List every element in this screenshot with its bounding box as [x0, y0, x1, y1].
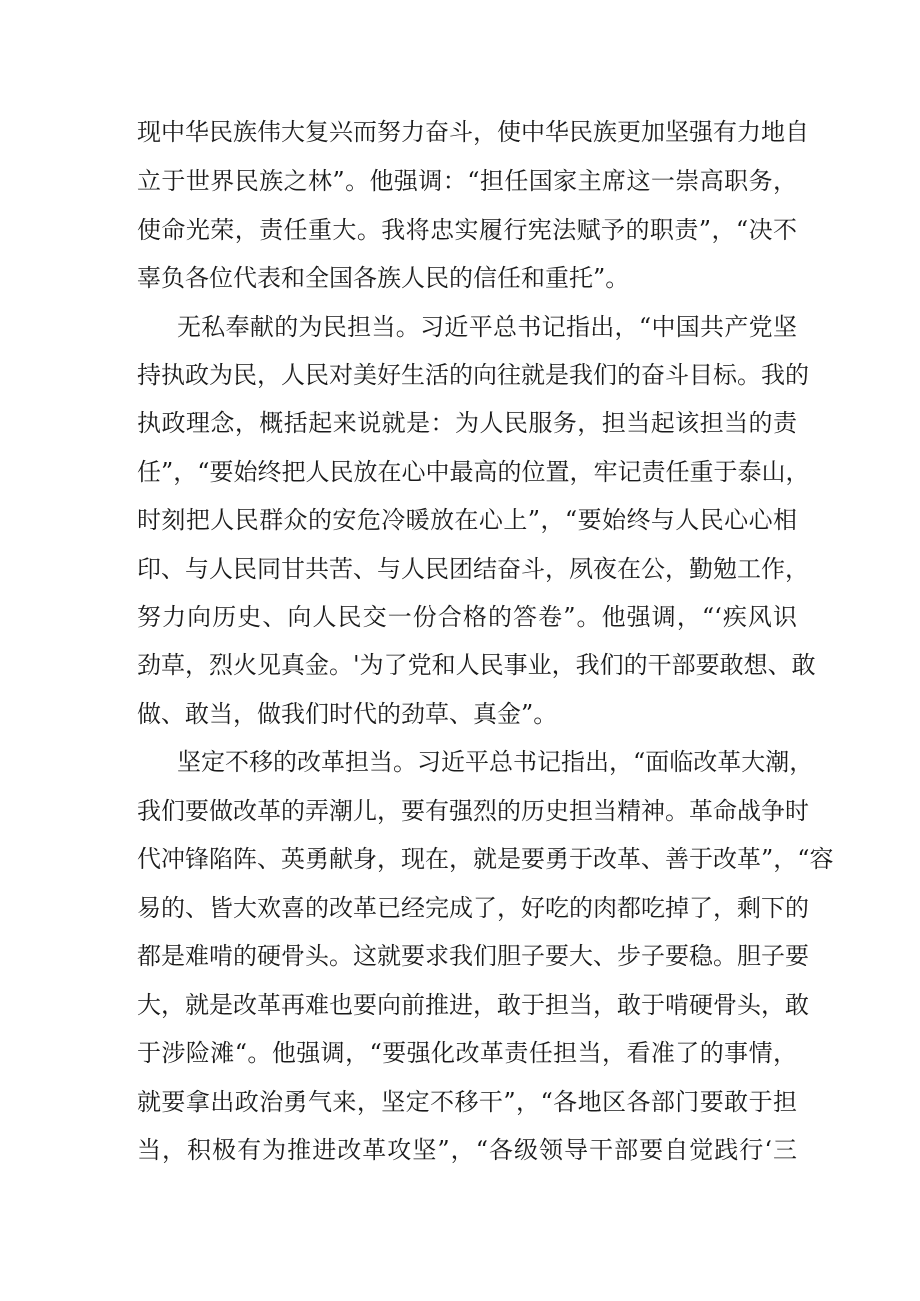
text-line: 代冲锋陷阵、英勇献身，现在，就是要勇于改革、善于改革”，“容 [137, 845, 834, 873]
text-line: 印、与人民同甘共苦、与人民团结奋斗，夙夜在公，勤勉工作， [137, 555, 809, 583]
text-line: 时刻把人民群众的安危冷暖放在心上”，“要始终与人民心心相 [137, 506, 797, 534]
text-line: 任”，“要始终把人民放在心中最高的位置，牢记责任重于泰山， [137, 458, 810, 486]
text-line: 努力向历史、向人民交一份合格的答卷”。他强调，“‘疾风识 [137, 603, 797, 631]
text-line: 使命光荣，责任重大。我将忠实履行宪法赋予的职责”，“决不 [137, 216, 797, 244]
text-line: 现中华民族伟大复兴而努力奋斗，使中华民族更加坚强有力地自 [137, 118, 809, 146]
text-line: 大，就是改革再难也要向前推进，敢于担当，敢于啃硬骨头，敢 [137, 991, 809, 1019]
text-line: 都是难啃的硬骨头。这就要求我们胆子要大、步子要稳。胆子要 [137, 942, 809, 970]
text-line: 于涉险滩“。他强调，“要强化改革责任担当，看准了的事情， [137, 1039, 797, 1067]
text-line: 辜负各位代表和全国各族人民的信任和重托”。 [137, 264, 630, 292]
text-line: 持执政为民，人民对美好生活的向往就是我们的奋斗目标。我的 [137, 361, 809, 389]
text-line: 做、敢当，做我们时代的劲草、真金”。 [137, 700, 558, 728]
paragraph-first-line: 坚定不移的改革担当。习近平总书记指出，“面临改革大潮， [177, 748, 814, 776]
text-line: 易的、皆大欢喜的改革已经完成了，好吃的肉都吃掉了，剩下的 [137, 894, 809, 922]
text-line: 立于世界民族之林”。他强调：“担任国家主席这一崇高职务， [137, 167, 797, 195]
text-line: 我们要做改革的弄潮儿，要有强烈的历史担当精神。革命战争时 [137, 797, 809, 825]
text-line: 劲草，烈火见真金。'为了党和人民事业，我们的干部要敢想、敢 [137, 651, 816, 679]
text-line: 执政理念，概括起来说就是：为人民服务，担当起该担当的责 [137, 409, 797, 437]
paragraph-first-line: 无私奉献的为民担当。习近平总书记指出，“中国共产党坚 [177, 313, 797, 341]
text-line: 就要拿出政治勇气来，坚定不移干”，“各地区各部门要敢于担 [137, 1088, 797, 1116]
text-line: 当，积极有为推进改革攻坚”，“各级领导干部要自觉践行‘三 [137, 1136, 797, 1164]
